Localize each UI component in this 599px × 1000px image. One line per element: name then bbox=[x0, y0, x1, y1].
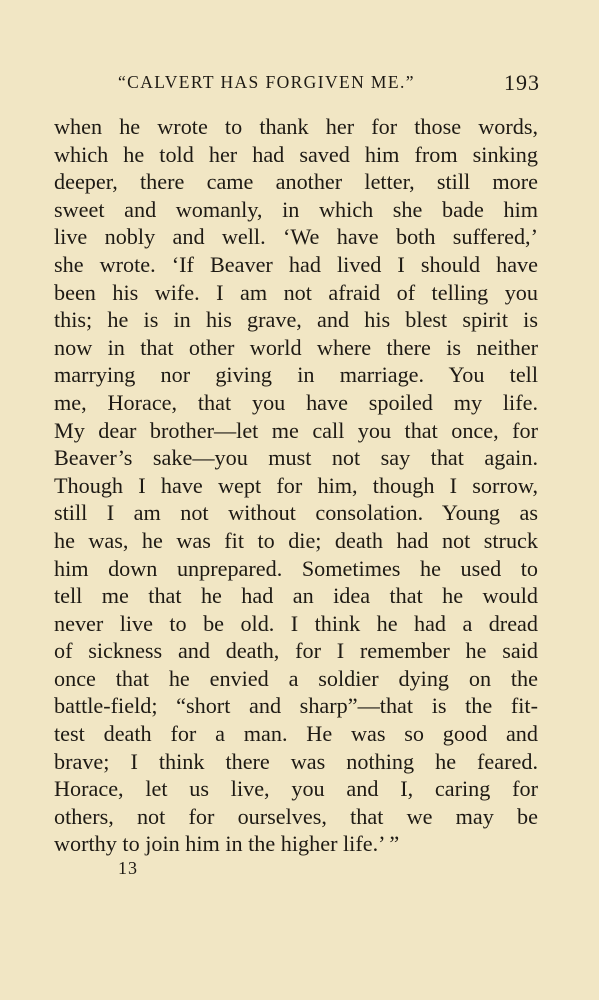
text-line: worthy to join him in the higher life.’ ” bbox=[54, 831, 400, 857]
text-line: been his wife. I am not afraid of telling you bbox=[54, 279, 538, 305]
text-line: this; he is in his grave, and his blest spirit is bbox=[54, 307, 538, 333]
text-line: he was, he was fit to die; death had not struck bbox=[54, 527, 538, 553]
running-title: “CALVERT HAS FORGIVEN ME.” bbox=[118, 72, 415, 92]
text-line: him down unprepared. Sometimes he used to bbox=[54, 555, 538, 581]
text-line: deeper, there came another letter, still more bbox=[54, 169, 538, 195]
text-line: Though I have wept for him, though I sorrow, bbox=[54, 472, 538, 498]
text-line: still I am not without consolation. Young as bbox=[54, 500, 538, 526]
running-head bbox=[118, 70, 540, 98]
page-number: 193 bbox=[504, 70, 540, 95]
text-line: test death for a man. He was so good and bbox=[54, 721, 538, 747]
text-line: sweet and womanly, in which she bade him bbox=[54, 196, 538, 222]
text-line: live nobly and well. ‘We have both suffered,’ bbox=[54, 224, 538, 250]
text-line: Horace, let us live, you and I, caring for bbox=[54, 776, 538, 802]
text-line: which he told her had saved him from sinking bbox=[54, 141, 538, 167]
text-line: battle-field; “short and sharp”—that is the fit- bbox=[54, 693, 538, 719]
text-line: marrying nor giving in marriage. You tell bbox=[54, 362, 538, 388]
text-line: never live to be old. I think he had a dread bbox=[54, 610, 538, 636]
text-line: now in that other world where there is neither bbox=[54, 334, 538, 360]
text-line: once that he envied a soldier dying on the bbox=[54, 665, 538, 691]
text-line: My dear brother—let me call you that once, for bbox=[54, 417, 538, 443]
body-text bbox=[54, 113, 538, 858]
text-line: Beaver’s sake—you must not say that again. bbox=[54, 445, 538, 471]
signature-mark: 13 bbox=[118, 858, 138, 878]
text-line: me, Horace, that you have spoiled my life. bbox=[54, 389, 538, 415]
text-line: brave; I think there was nothing he feared. bbox=[54, 748, 538, 774]
text-line: she wrote. ‘If Beaver had lived I should have bbox=[54, 251, 538, 277]
text-line: of sickness and death, for I remember he said bbox=[54, 638, 538, 664]
text-line: when he wrote to thank her for those words, bbox=[54, 114, 538, 139]
text-line: tell me that he had an idea that he would bbox=[54, 583, 538, 609]
text-line: others, not for ourselves, that we may be bbox=[54, 803, 538, 829]
